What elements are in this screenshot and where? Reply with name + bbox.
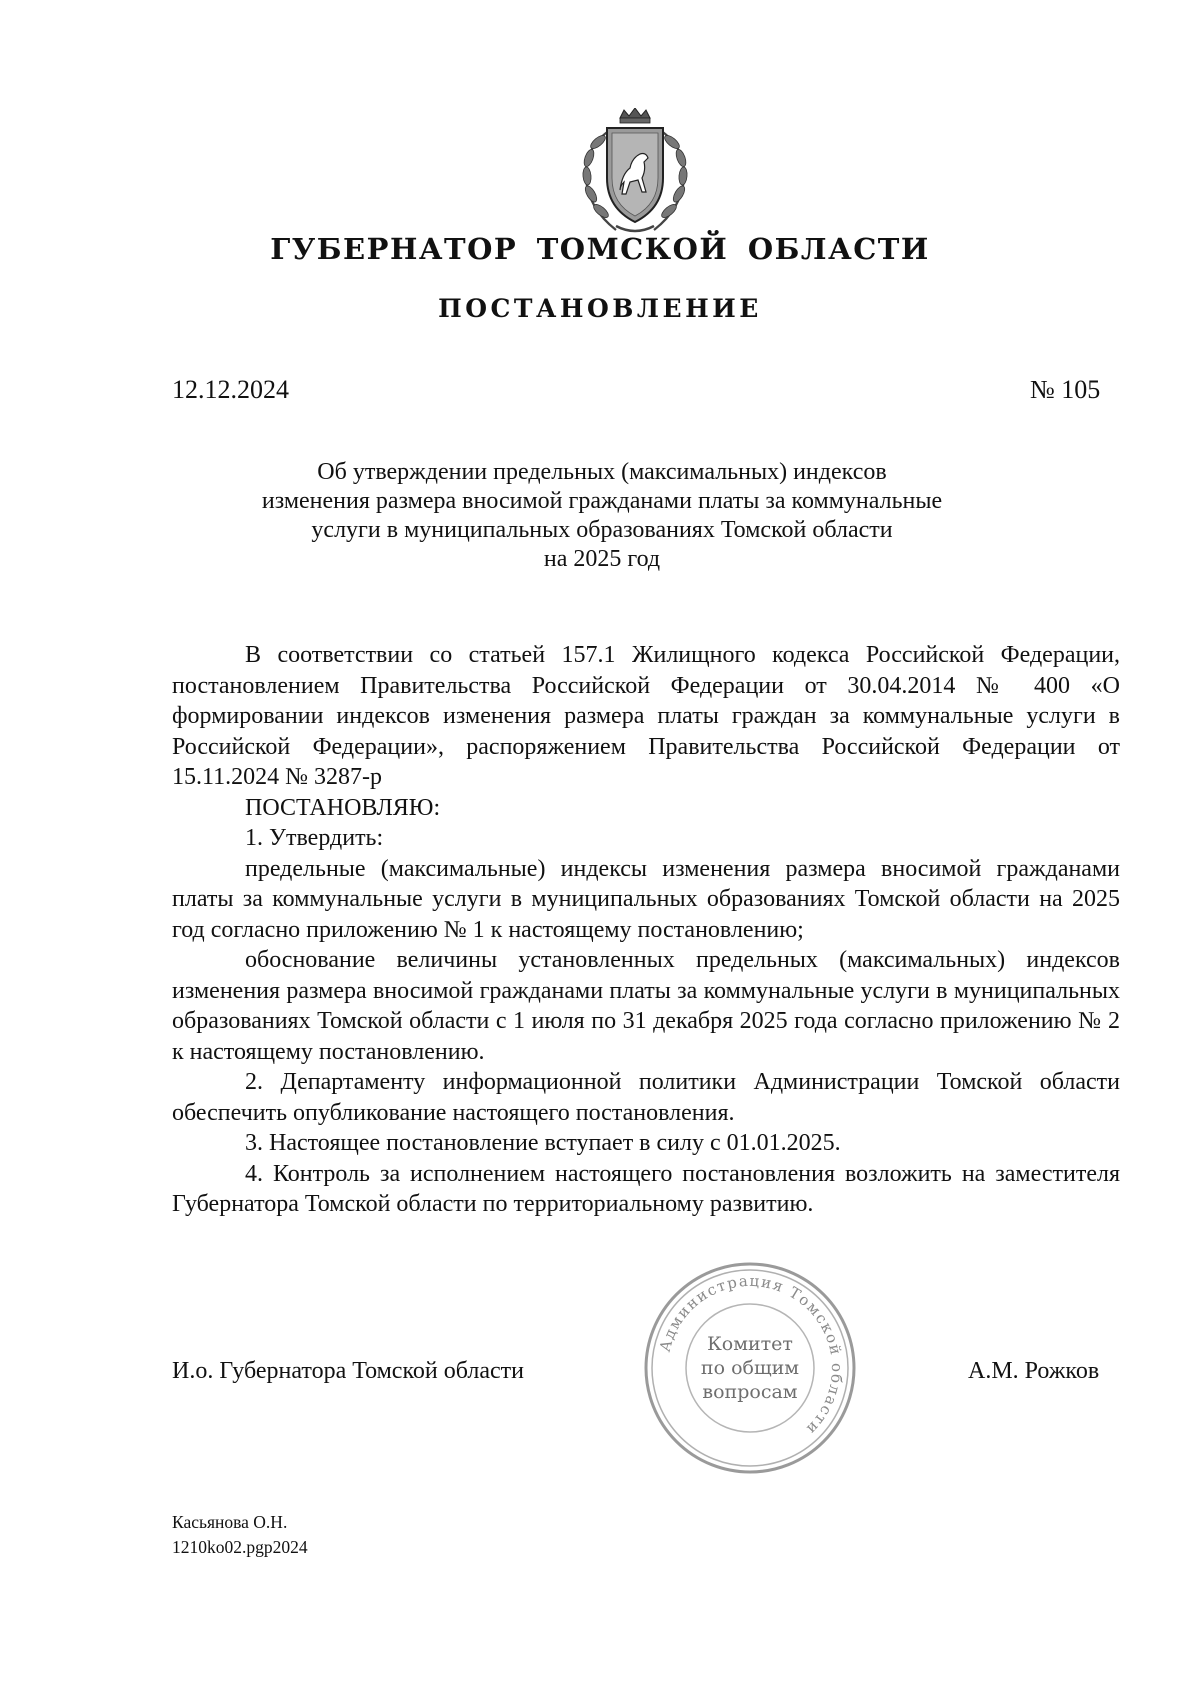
item-1a-paragraph: предельные (максимальные) индексы изменения размера вносимой гражданами платы за коммунальные услуги в муниципальных образованиях Томской области на 2025 год согласно приложению № 1 к настоящему постановлению; xyxy=(172,855,1120,943)
document-title-line: Об утверждении предельных (максимальных) индексов xyxy=(317,459,887,485)
document-date: 12.12.2024 xyxy=(172,375,289,404)
document-title xyxy=(172,458,1032,574)
document-type: ПОСТАНОВЛЕНИЕ xyxy=(438,294,762,323)
document-number: № 105 xyxy=(1030,375,1101,404)
document-title-line: на 2025 год xyxy=(543,546,661,572)
decree-word: ПОСТАНОВЛЯЮ: xyxy=(245,794,441,821)
stamp-center-line: Комитет xyxy=(707,1333,793,1355)
signer-position: И.о. Губернатора Томской области xyxy=(172,1358,524,1384)
file-code: 1210ko02.pgp2024 xyxy=(172,1537,308,1557)
item-4-paragraph: 4. Контроль за исполнением настоящего постановления возложить на заместителя Губернатора Томской области по территориальному развитию. xyxy=(172,1160,1120,1217)
item-1-paragraph: 1. Утвердить: xyxy=(245,825,384,851)
stamp-center-line: вопросам xyxy=(702,1381,798,1403)
stamp-ring-text: Администрация Томской области xyxy=(655,1271,847,1439)
item-1b-paragraph: обоснование величины установленных предельных (максимальных) индексов изменения размера вносимой гражданами платы за коммунальные услуги в муниципальных образованиях Томской области с 1 июля по 31 декабря 2025 года согласно приложению № 2 к настоящему постановлению. xyxy=(172,947,1120,1065)
document-title-line: услуги в муниципальных образованиях Томской области xyxy=(311,517,893,543)
preamble-paragraph: В соответствии со статьей 157.1 Жилищного кодекса Российской Федерации, постановлением Правительства Российской Федерации от 30.04.2014 № 400 «О формировании индексов изменения размера платы граждан за коммунальные услуги в Российской Федерации», распоряжением Правительства Российской Федерации от 15.11.2024 № 3287-р xyxy=(172,642,1120,790)
document-title-line: изменения размера вносимой гражданами платы за коммунальные xyxy=(261,488,943,514)
signer-name: А.М. Рожков xyxy=(968,1358,1100,1384)
document-body xyxy=(172,640,1120,1220)
item-2-paragraph: 2. Департаменту информационной политики Администрации Томской области обеспечить опубликование настоящего постановления. xyxy=(172,1069,1120,1126)
executor-block xyxy=(172,1510,308,1560)
stamp-center-line: по общим xyxy=(700,1357,800,1379)
official-stamp xyxy=(640,1258,860,1478)
item-3-paragraph: 3. Настоящее постановление вступает в силу с 01.01.2025. xyxy=(245,1130,841,1156)
executor-name: Касьянова О.Н. xyxy=(172,1512,288,1532)
issuing-authority: ГУБЕРНАТОР ТОМСКОЙ ОБЛАСТИ xyxy=(270,232,930,266)
tomsk-oblast-coat-of-arms-icon xyxy=(560,108,710,240)
